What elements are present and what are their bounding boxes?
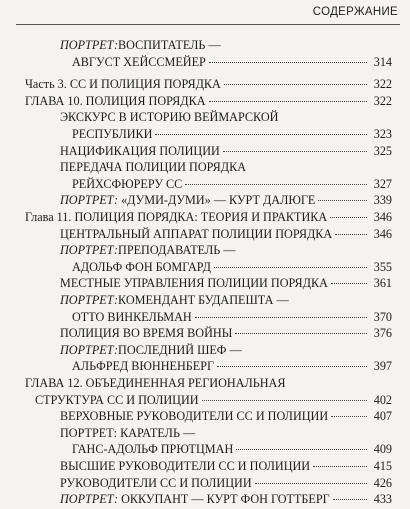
toc-page-number: 346 xyxy=(373,210,392,224)
toc-page-number: 433 xyxy=(373,492,392,507)
toc-entry-title: КОМЕНДАНТ БУДАПЕШТА — xyxy=(118,293,289,307)
toc-entry-title: ВЫСШИЕ РУКОВОДИТЕЛИ СС И ПОЛИЦИИ xyxy=(60,459,311,473)
toc-entry xyxy=(60,424,195,442)
toc-entry-title: НАЦИФИКАЦИЯ ПОЛИЦИИ xyxy=(60,143,220,158)
toc-page-number: 322 xyxy=(373,93,392,108)
toc-page-number: 314 xyxy=(373,54,392,69)
toc-entry-title: Часть 3. СС И ПОЛИЦИЯ ПОРЯДКА xyxy=(25,77,221,92)
toc-page-number: 339 xyxy=(373,193,392,208)
toc-page-number: 409 xyxy=(373,442,392,457)
toc-page-number: 361 xyxy=(373,276,392,291)
toc-entry-prefix: ПОРТРЕТ: xyxy=(60,492,119,507)
toc-page-number: 346 xyxy=(373,226,392,241)
toc-page-number: 370 xyxy=(373,309,392,324)
toc-entry-title: РУКОВОДИТЕЛИ СС И ПОЛИЦИИ xyxy=(60,475,252,490)
leader-dots xyxy=(202,400,367,401)
toc-entry-prefix: ПОРТРЕТ: xyxy=(60,342,119,357)
toc-entry-title: СТРУКТУРА СС И ПОЛИЦИИ xyxy=(35,392,199,407)
toc-entry xyxy=(60,490,392,508)
toc-entry-title: АЛЬФРЕД ВЮННЕНБЕРГ xyxy=(72,359,215,374)
toc-page-number: 323 xyxy=(373,127,392,141)
leader-dots xyxy=(313,466,367,467)
toc-entry-title: «ДУМИ-ДУМИ» — КУРТ ДАЛЮГЕ xyxy=(118,193,316,208)
toc-entry-title: АВГУСТ ХЕЙССМЕЙЕР xyxy=(72,54,206,69)
toc-entry-title: ГЛАВА 10. ПОЛИЦИЯ ПОРЯДКА xyxy=(25,93,206,108)
toc-entry-title: ВЕРХОВНЫЕ РУКОВОДИТЕЛИ СС И ПОЛИЦИИ xyxy=(60,409,329,424)
toc-entry-title: Глава 11. ПОЛИЦИЯ ПОРЯДКА: ТЕОРИЯ И ПРАКТИКА xyxy=(25,210,328,224)
leader-dots xyxy=(236,449,367,450)
toc-entry xyxy=(25,374,285,392)
toc-entry-prefix: ПОРТРЕТ: xyxy=(60,38,119,52)
toc-entry-title: МЕСТНЫЕ УПРАВЛЕНИЯ ПОЛИЦИИ ПОРЯДКА xyxy=(60,276,328,291)
toc-entry-title: ОТТО ВИНКЕЛЬМАН xyxy=(72,309,192,324)
toc-entry-title: ПОРТРЕТ: КАРАТЕЛЬ — xyxy=(60,425,196,440)
toc-entry xyxy=(60,457,392,475)
toc-page-number: 407 xyxy=(373,409,392,424)
toc-entry-title: ОККУПАНТ — КУРТ ФОН ГОТТБЕРГ xyxy=(118,492,330,507)
toc-entry-title: ЭКСКУРС В ИСТОРИЮ ВЕЙМАРСКОЙ xyxy=(60,110,279,125)
toc-entry-title: ПЕРЕДАЧА ПОЛИЦИИ ПОРЯДКА xyxy=(60,160,246,175)
toc-entry-title: ГЛАВА 12. ОБЪЕДИНЕННАЯ РЕГИОНАЛЬНАЯ xyxy=(25,376,286,390)
toc-page-number: 415 xyxy=(373,459,392,473)
toc-entry-title: АДОЛЬФ ФОН БОМГАРД xyxy=(72,259,211,274)
leader-dots xyxy=(255,483,367,484)
toc-entry-title: ПОСЛЕДНИЙ ШЕФ — xyxy=(118,342,242,357)
toc-page-number: 327 xyxy=(373,176,392,191)
toc-page-number: 397 xyxy=(373,359,392,374)
toc-entry-title: РЕСПУБЛИКИ xyxy=(72,127,153,141)
toc-entry xyxy=(60,474,392,492)
leader-dots xyxy=(333,499,367,500)
toc-entry-prefix: ПОРТРЕТ: xyxy=(60,293,119,307)
toc-entry-title: РЕЙХСФЮРЕРУ СС xyxy=(72,176,183,191)
toc-page-number: 426 xyxy=(373,475,392,490)
toc-page-number: 376 xyxy=(373,326,392,341)
toc-entry-title: ГАНС-АДОЛЬФ ПРЮТЦМАН xyxy=(72,442,234,457)
toc-entry-title: ВОСПИТАТЕЛЬ — xyxy=(118,38,221,52)
toc-page-number: 402 xyxy=(373,392,392,407)
toc-entry xyxy=(72,440,392,458)
toc-entry-title: ПОЛИЦИЯ ВО ВРЕМЯ ВОЙНЫ xyxy=(60,326,233,341)
toc-entry-prefix: ПОРТРЕТ: xyxy=(60,193,119,208)
toc-entry-title: ЦЕНТРАЛЬНЫЙ АППАРАТ ПОЛИЦИИ ПОРЯДКА xyxy=(60,226,333,241)
toc-page-number: 325 xyxy=(373,143,392,158)
toc-page-number: 355 xyxy=(373,259,392,274)
leader-dots xyxy=(331,416,367,417)
toc-entry xyxy=(35,391,392,409)
toc-entry-prefix: ПОРТРЕТ: xyxy=(60,243,119,258)
toc-page-number: 322 xyxy=(373,77,392,92)
toc-entry xyxy=(60,407,392,425)
running-header-title: СОДЕРЖАНИЕ xyxy=(312,6,398,18)
toc-entry-title: ПРЕПОДАВАТЕЛЬ — xyxy=(118,243,236,258)
